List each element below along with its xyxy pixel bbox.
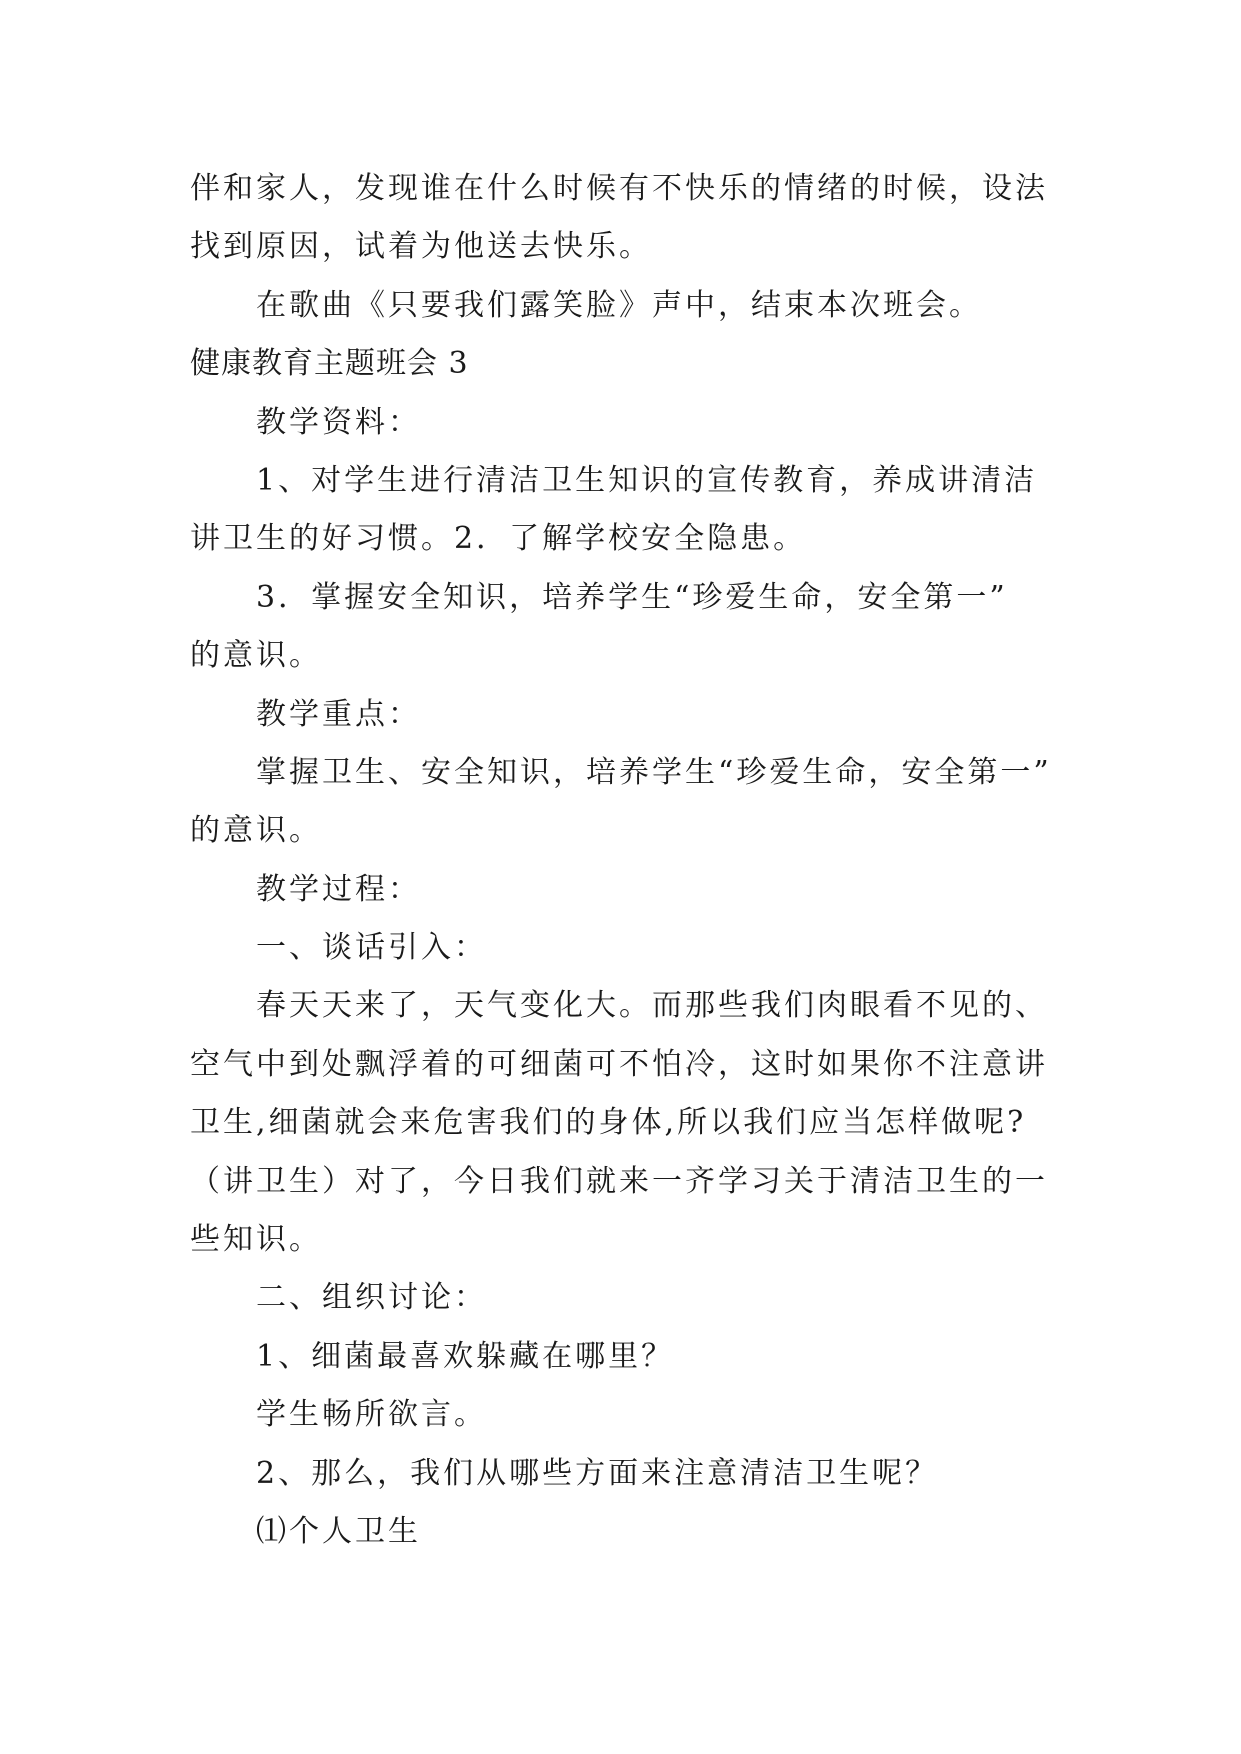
text-line: 的意识。: [190, 813, 322, 849]
text-line: 二、组织讨论：: [256, 1280, 487, 1316]
section-heading: 健康教育主题班会 3: [190, 346, 469, 382]
text-line: 在歌曲《只要我们露笑脸》声中，结束本次班会。: [256, 287, 982, 323]
text-line: 找到原因，试着为他送去快乐。: [190, 229, 652, 265]
text-line: 1、对学生进行清洁卫生知识的宣传教育，养成讲清洁: [256, 462, 1038, 498]
text-line: 讲卫生的好习惯。2．了解学校安全隐患。: [190, 521, 807, 557]
text-line: 教学资料：: [256, 404, 421, 440]
text-line: 伴和家人，发现谁在什么时候有不快乐的情绪的时候，设法: [190, 171, 1048, 206]
text-line: 3．掌握安全知识，培养学生“珍爱生命，安全第一”: [256, 579, 1008, 615]
text-line: 2、那么，我们从哪些方面来注意清洁卫生呢？: [256, 1455, 939, 1491]
text-line: 1、细菌最喜欢躲藏在哪里？: [256, 1338, 675, 1374]
text-line: 一、谈话引入：: [256, 930, 487, 966]
text-line: 卫生,细菌就会来危害我们的身体,所以我们应当怎样做呢?: [190, 1105, 1027, 1141]
text-line: 教学过程：: [256, 871, 421, 907]
text-line: ⑴个人卫生: [256, 1513, 421, 1549]
text-line: 些知识。: [190, 1222, 322, 1258]
text-line: 学生畅所欲言。: [256, 1397, 487, 1433]
text-line: 教学重点：: [256, 696, 421, 732]
text-line: （讲卫生）对了，今日我们就来一齐学习关于清洁卫生的一: [190, 1163, 1048, 1199]
text-line: 空气中到处飘浮着的可细菌可不怕冷，这时如果你不注意讲: [190, 1046, 1048, 1082]
text-line: 的意识。: [190, 638, 322, 674]
text-line: 掌握卫生、安全知识，培养学生“珍爱生命，安全第一”: [256, 754, 1052, 790]
text-line: 春天天来了，天气变化大。而那些我们肉眼看不见的、: [256, 988, 1048, 1024]
document-body: [190, 160, 1070, 1561]
